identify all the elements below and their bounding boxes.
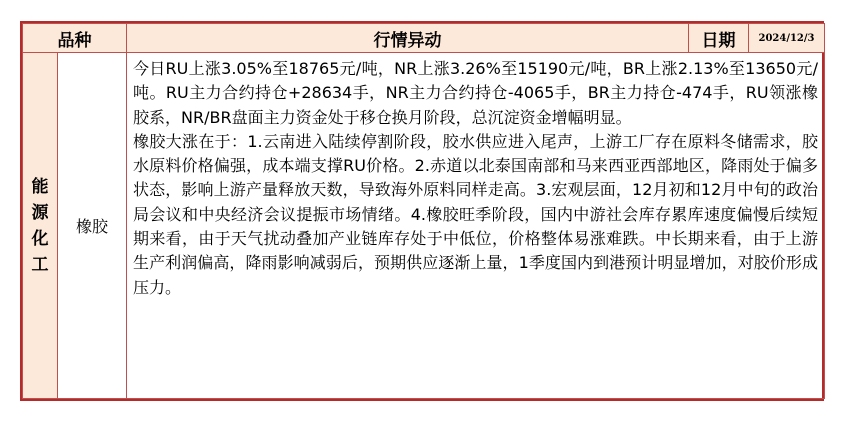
variety-header: 品种 bbox=[23, 24, 127, 53]
content-paragraph-2: 橡胶大涨在于：1.云南进入陆续停割阶段，胶水供应进入尾声，上游工厂存在原料冬储需求，胶水原料价格偏强，成本端支撑RU价格。2.赤道以北泰国南部和马来西亚西部地区，降雨处于偏多状态，影响上游产量释放天数，导致海外原料同样走高。3.宏观层面，12月初和12月中旬的政治局会议和中央经济会议提振市场情绪。4.橡胶旺季阶段，国内中游社会库存累库速度偏慢后续短期来看，由于天气扰动叠加产业链库存处于中低位，价格整体易涨难跌。中长期来看，由于上游生产利润偏高，降雨影响减弱后，预期供应逐渐上量，1季度国内到港预计明显增加，对胶价形成压力。 bbox=[133, 131, 818, 297]
product-cell: 橡胶 bbox=[58, 53, 127, 399]
market-report-table bbox=[20, 21, 824, 401]
category-cell bbox=[23, 53, 58, 399]
header-row bbox=[23, 24, 825, 53]
date-value: 2024/12/3 bbox=[749, 24, 825, 53]
category-char: 源 bbox=[31, 202, 49, 223]
category-char: 能 bbox=[31, 176, 49, 197]
content-paragraph-1: 今日RU上涨3.05%至18765元/吨，NR上涨3.26%至15190元/吨，BR上涨2.13%至13650元/吨。RU主力合约持仓+28634手，NR主力合约持仓-4065手，BR主力持仓-474手，RU领涨橡胶系，NR/BR盘面主力资金处于移仓换月阶段，总沉淀资金增幅明显。 bbox=[133, 59, 818, 127]
report-grid bbox=[22, 23, 825, 399]
data-row bbox=[23, 53, 825, 399]
category-char: 工 bbox=[31, 254, 49, 275]
category-char: 化 bbox=[31, 228, 49, 249]
market-move-header: 行情异动 bbox=[127, 24, 689, 53]
content-cell bbox=[127, 53, 825, 399]
date-header: 日期 bbox=[689, 24, 749, 53]
